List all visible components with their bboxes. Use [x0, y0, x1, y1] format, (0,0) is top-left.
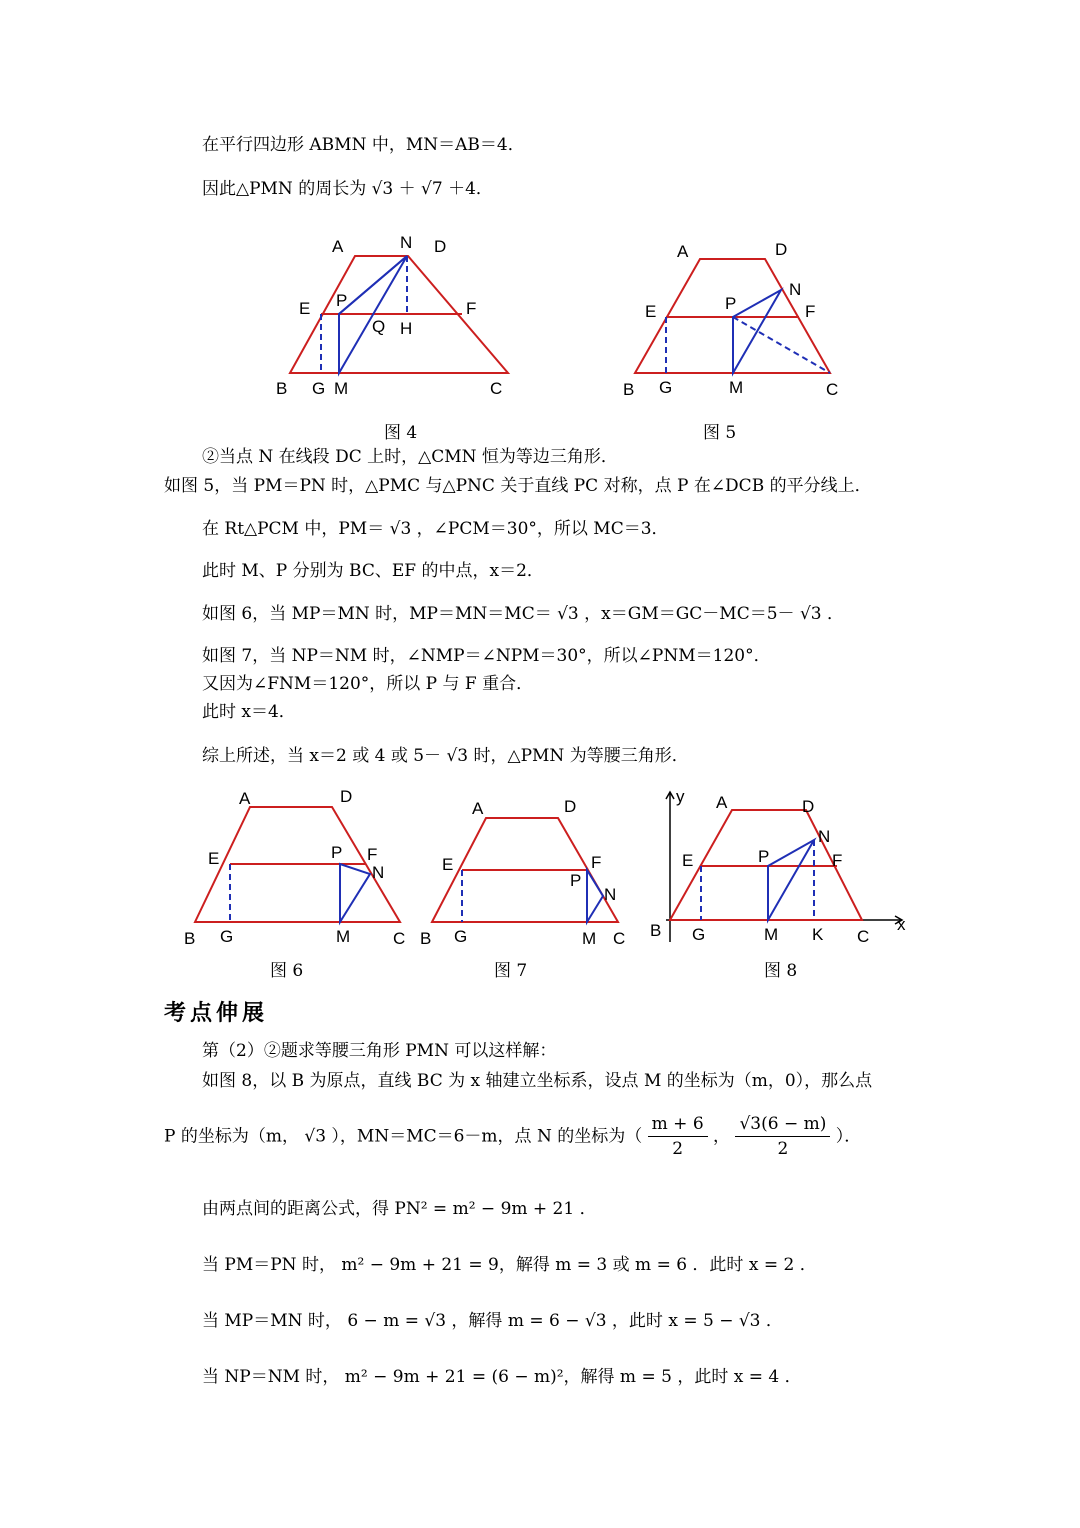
fig5-label-B: B — [623, 380, 635, 399]
text-line-11: 综上所述，当 x＝2 或 4 或 5－ √3 时，△PMN 为等腰三角形． — [202, 746, 689, 766]
figure-7 — [418, 790, 638, 952]
fig4-label-F: F — [466, 299, 477, 318]
fig8-label-N: N — [818, 827, 831, 846]
fig5-pc — [733, 317, 830, 373]
text-line-3: ②当点 N 在线段 DC 上时，△CMN 恒为等边三角形． — [202, 447, 618, 467]
fig7-label-A: A — [472, 799, 484, 818]
fig5-label-G: G — [659, 378, 673, 397]
fig4-label-E: E — [299, 299, 311, 318]
fig7-label-P: P — [570, 871, 582, 890]
fraction-x-den: 2 — [672, 1139, 684, 1159]
fig8-label-M: M — [764, 925, 779, 944]
figure-4 — [270, 228, 520, 408]
fig5-label-A: A — [677, 242, 689, 261]
fig8-label-G: G — [692, 925, 706, 944]
fig6-label-D: D — [340, 787, 353, 806]
fig4-label-M: M — [334, 379, 349, 398]
caption-fig5: 图 5 — [703, 423, 737, 443]
fig7-pmn — [587, 870, 603, 922]
fig6-label-N: N — [372, 863, 385, 882]
fig8-label-B: B — [650, 921, 662, 940]
fig8-label-K: K — [812, 925, 824, 944]
fig4-label-G: G — [312, 379, 326, 398]
fig8-label-E: E — [682, 851, 694, 870]
caption-fig6: 图 6 — [270, 961, 304, 981]
section-heading: 考点伸展 — [164, 1001, 269, 1026]
fraction-y-num: √3(6 − m) — [735, 1112, 830, 1137]
fig5-label-M: M — [729, 378, 744, 397]
fig7-label-B: B — [420, 929, 432, 948]
fig8-label-x: x — [897, 915, 906, 934]
fig5-label-F: F — [805, 302, 816, 321]
text-line-6: 此时 M、P 分别为 BC、EF 的中点，x＝2． — [202, 561, 544, 581]
fig5-label-D: D — [775, 240, 788, 259]
fig7-label-N: N — [604, 885, 617, 904]
fig6-label-A: A — [239, 789, 251, 808]
fraction-x — [648, 1112, 708, 1161]
fig4-label-N: N — [400, 233, 413, 252]
text-line-18: 当 NP＝NM 时， m² − 9m + 21 = (6 − m)²，解得 m = 5 ，此时 x = 4 ． — [202, 1367, 802, 1387]
fig6-label-G: G — [220, 927, 234, 946]
fig8-label-F: F — [832, 851, 843, 870]
comma-sep: ， — [713, 1126, 731, 1147]
text-line-4: 如图 5，当 PM＝PN 时，△PMC 与△PNC 关于直线 PC 对称，点 P 在∠DCB 的平分线上． — [164, 476, 872, 496]
figure-8 — [640, 782, 920, 954]
fig8-label-y: y — [676, 787, 685, 806]
fig8-label-C: C — [857, 927, 870, 946]
fig5-label-P: P — [725, 294, 737, 313]
text-line-12: 第（2）②题求等腰三角形 PMN 可以这样解： — [202, 1041, 557, 1061]
fig7-label-M: M — [582, 929, 597, 948]
text-line-7: 如图 6，当 MP＝MN 时，MP＝MN＝MC＝ √3 ，x＝GM＝GC－MC＝5－ √3 ． — [202, 604, 844, 624]
text-line-8: 如图 7，当 NP＝NM 时，∠NMP＝∠NPM＝30°，所以∠PNM＝120°． — [202, 646, 771, 666]
fig5-label-E: E — [645, 302, 657, 321]
text-line-1: 在平行四边形 ABMN 中，MN＝AB＝4． — [202, 135, 525, 155]
fig6-label-E: E — [208, 849, 220, 868]
fig6-label-B: B — [184, 929, 196, 948]
fig6-label-P: P — [331, 843, 343, 862]
fraction-y — [735, 1112, 830, 1161]
fig6-pmn — [340, 864, 370, 922]
fraction-x-num: m + 6 — [648, 1112, 708, 1137]
fig8-label-A: A — [716, 793, 728, 812]
text-line-2: 因此△PMN 的周长为 √3 ＋ √7 ＋4． — [202, 179, 493, 199]
figure-5 — [615, 235, 855, 410]
fig4-label-A: A — [332, 237, 344, 256]
text-line-9: 又因为∠FNM＝120°，所以 P 与 F 重合． — [202, 674, 534, 694]
fig8-pmn — [768, 840, 814, 920]
fig4-label-D: D — [434, 237, 447, 256]
fig6-label-F: F — [367, 845, 378, 864]
fig8-label-P: P — [758, 847, 770, 866]
fig6-label-C: C — [393, 929, 406, 948]
text-line-14-lead: P 的坐标为（m， √3 ），MN＝MC＝6－m，点 N 的坐标为（ — [164, 1126, 643, 1147]
figure-6 — [180, 782, 420, 952]
fig7-label-G: G — [454, 927, 468, 946]
text-line-17: 当 MP＝MN 时， 6 − m = √3 ，解得 m = 6 − √3 ，此时 x = 5 − √3 ． — [202, 1311, 783, 1331]
fig4-label-B: B — [276, 379, 288, 398]
fig5-label-C: C — [826, 380, 839, 399]
fig7-label-F: F — [591, 853, 602, 872]
fig7-label-C: C — [613, 929, 626, 948]
fig7-label-D: D — [564, 797, 577, 816]
text-line-5: 在 Rt△PCM 中，PM＝ √3 ，∠PCM＝30°，所以 MC＝3． — [202, 519, 669, 539]
caption-fig4: 图 4 — [384, 423, 418, 443]
fig4-label-C: C — [490, 379, 503, 398]
text-line-15: 由两点间的距离公式，得 PN² = m² − 9m + 21 ． — [202, 1199, 597, 1219]
fig7-label-E: E — [442, 855, 454, 874]
fig6-label-M: M — [336, 927, 351, 946]
text-line-14-tail: ）． — [835, 1126, 862, 1147]
fig5-label-N: N — [789, 280, 802, 299]
caption-fig7: 图 7 — [494, 961, 528, 981]
fig4-label-H: H — [400, 319, 413, 338]
fig4-label-P: P — [336, 291, 348, 310]
text-line-14 — [164, 1112, 861, 1161]
fig4-label-Q: Q — [372, 317, 386, 336]
caption-fig8: 图 8 — [764, 961, 798, 981]
fig8-label-D: D — [802, 797, 815, 816]
text-line-13: 如图 8，以 B 为原点，直线 BC 为 x 轴建立坐标系，设点 M 的坐标为（m，0），那么点 — [202, 1071, 873, 1091]
text-line-16: 当 PM＝PN 时， m² − 9m + 21 = 9，解得 m = 3 或 m = 6 ．此时 x = 2 ． — [202, 1255, 817, 1275]
fig5-pmn — [733, 290, 781, 373]
text-line-10: 此时 x＝4． — [202, 702, 296, 722]
fraction-y-den: 2 — [777, 1139, 789, 1159]
